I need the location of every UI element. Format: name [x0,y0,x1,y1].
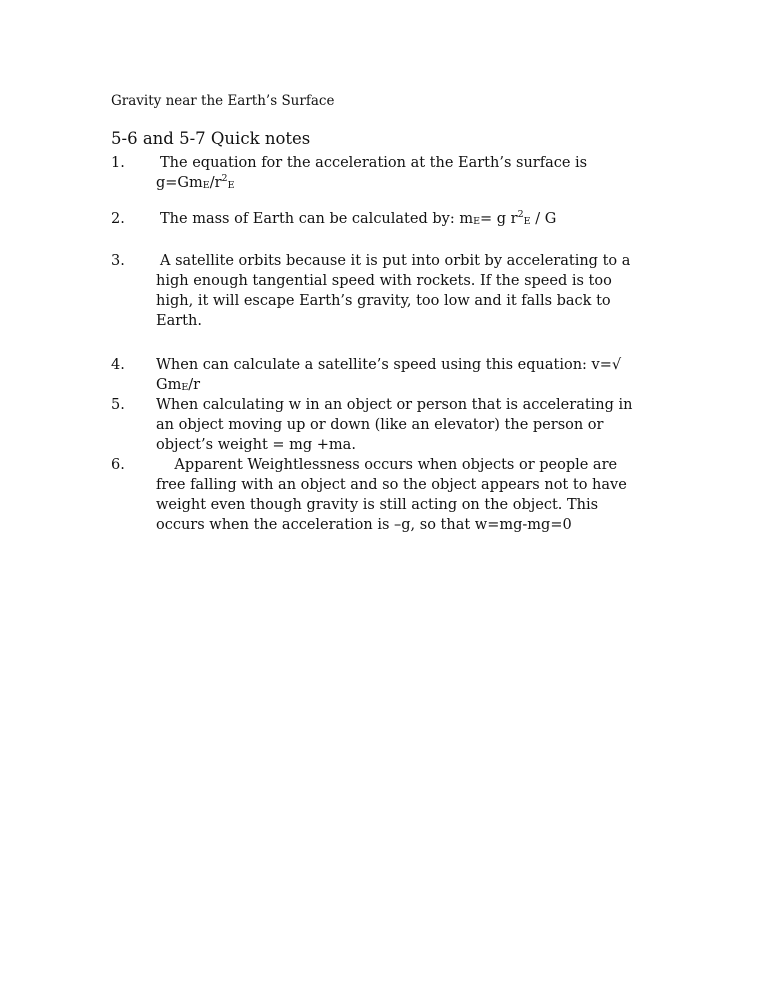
formula-part: Gm [156,377,182,393]
formula-part: /r [188,377,201,393]
note-text [132,355,652,395]
note-item-6 [111,455,652,535]
note-item-5 [111,395,652,455]
note-text [132,455,652,535]
note-formula [157,375,652,395]
formula-part: = g r [480,211,518,227]
formula-superscript: 2 [517,209,524,220]
note-line: weight even though gravity is still acting on the object. This [156,497,599,513]
note-number: 4. [111,357,125,373]
note-line: Apparent Weightlessness occurs when objects or people are [156,457,618,473]
note-item-1 [111,153,652,193]
note-item-2 [111,209,652,229]
note-number: 2. [111,211,125,227]
note-line: free falling with an object and so the object appears not to have [156,477,627,493]
document-title: Gravity near the Earth’s Surface [111,93,335,109]
formula-subscript: E [227,180,235,191]
note-text [132,251,652,331]
note-item-3 [111,251,652,331]
note-line: Earth. [156,313,202,329]
formula-part: / G [530,211,557,227]
note-number: 1. [111,155,125,171]
formula-subscript: E [523,216,531,227]
formula-part: /r [209,175,222,191]
section-heading: 5-6 and 5-7 Quick notes [111,129,311,148]
note-formula [157,209,652,229]
formula-subscript: E [202,180,210,191]
note-line: occurs when the acceleration is –g, so that w=mg-mg=0 [156,517,572,533]
note-number: 5. [111,397,125,413]
formula-subscript: E [473,216,481,227]
note-text [132,209,652,229]
formula-subscript: E [181,382,189,393]
note-number: 6. [111,457,125,473]
note-text [132,153,652,193]
note-line: high, it will escape Earth’s gravity, too low and it falls back to [156,293,611,309]
note-line: The mass of Earth can be calculated by: m [160,211,474,227]
note-formula [157,173,652,193]
note-number: 3. [111,253,125,269]
note-line: A satellite orbits because it is put into orbit by accelerating to a [160,253,631,269]
formula-superscript: 2 [221,173,228,184]
note-line: When can calculate a satellite’s speed using this equation: v=√ [156,357,622,373]
note-item-4 [111,355,652,395]
note-line: The equation for the acceleration at the Earth’s surface is [160,155,588,171]
note-line: high enough tangential speed with rockets. If the speed is too [156,273,612,289]
note-line: object’s weight = mg +ma. [156,437,356,453]
formula-part: g=Gm [156,175,203,191]
note-line: an object moving up or down (like an elevator) the person or [156,417,604,433]
note-text [132,395,652,455]
note-line: When calculating w in an object or person that is accelerating in [156,397,633,413]
